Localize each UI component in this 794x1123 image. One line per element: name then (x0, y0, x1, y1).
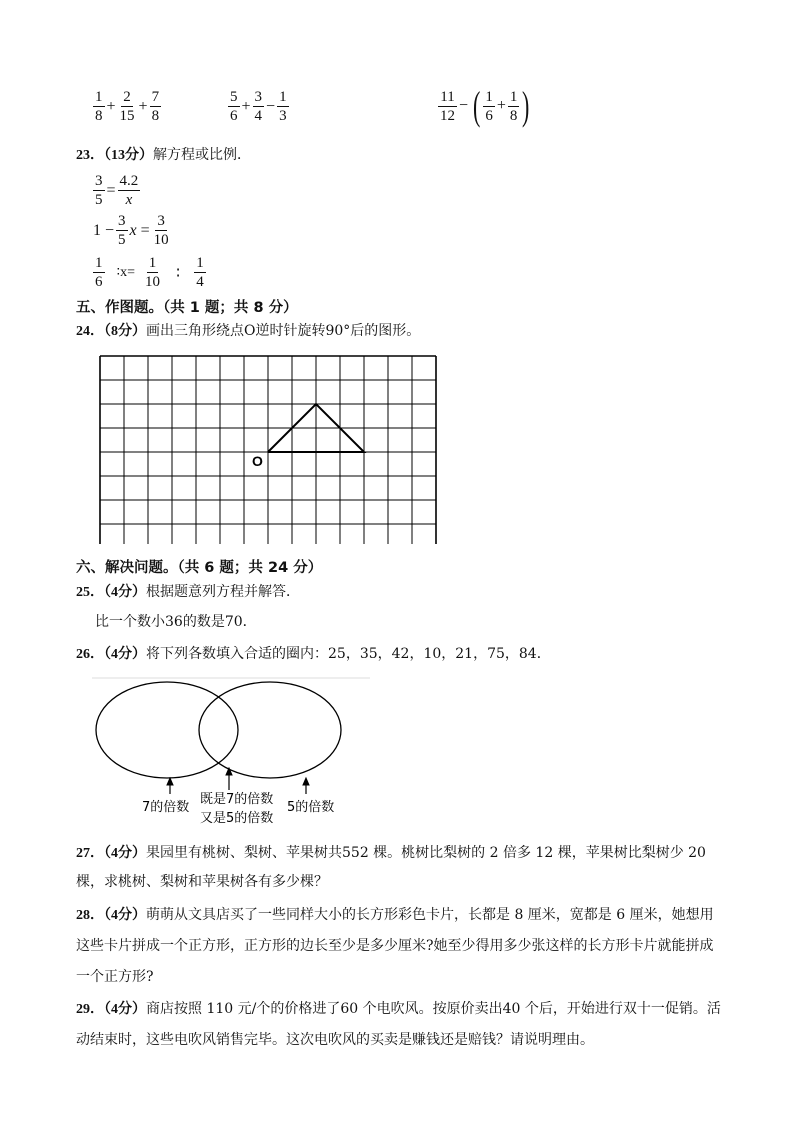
rotation-grid (97, 353, 443, 544)
fraction: $\frac{7}{8}$ (151, 89, 160, 124)
fraction: $\frac{5}{6}$ (230, 89, 238, 124)
question-28-line-3: 一个正方形? (76, 969, 154, 985)
equation-2: 1 − $\frac{3}{5}$ x = $\frac{3}{10}$ (93, 213, 169, 248)
label-both-line-1: 既是7的倍数 (200, 792, 274, 807)
arrow-right (303, 778, 309, 794)
question-29-line-1: 29．（4分）商店按照 110 元/个的价格进了60 个电吹风。按原价卖出40 个后，开始进行双十一促销。活 (76, 1001, 721, 1017)
left-circle (96, 682, 238, 778)
expression-3: $\frac{11}{12}$ − ( $\frac{1}{6}$ + $\frac{1}{8}$ ) (440, 83, 530, 128)
question-24-heading: 24．（8分）画出三角形绕点O逆时针旋转90°后的图形。 (76, 323, 421, 339)
question-28-line-2: 这些卡片拼成一个正方形，正方形的边长至少是多少厘米?她至少得用多少张这样的长方形卡片就能拼成 (76, 938, 714, 954)
question-23-heading: 23．（13分）解方程或比例． (76, 147, 251, 163)
equation-3: $\frac{1}{6}$ ∶x= $\frac{1}{10}$ ∶ $\frac{1}{4}$ (95, 255, 204, 290)
venn-diagram (92, 676, 372, 828)
point-o-label: O (252, 453, 263, 469)
equation-1: $\frac{3}{5}$ = $\frac{4.2}{x}$ (95, 173, 139, 208)
fraction: $\frac{1}{8}$ (95, 89, 103, 124)
grid-lines (100, 356, 436, 544)
question-25-text: 比一个数小36的数是70． (95, 614, 257, 630)
fraction: $\frac{1}{8}$ (509, 88, 518, 124)
expression-1: $\frac{1}{8}$ + $\frac{2}{15}$ + $\frac{7}{8}$ (95, 89, 160, 124)
fraction: $\frac{2}{15}$ (119, 89, 135, 124)
fraction: $\frac{11}{12}$ (440, 88, 455, 124)
question-25-heading: 25．（4分）根据题意列方程并解答． (76, 584, 300, 600)
right-paren: ) (522, 83, 530, 128)
right-circle (199, 682, 341, 778)
label-multiples-of-7: 7的倍数 (142, 800, 190, 815)
section-6-title: 六、解决问题。（共 6 题；共 24 分） (76, 560, 323, 576)
section-5-title: 五、作图题。（共 1 题；共 8 分） (76, 300, 298, 316)
question-27-line-2: 棵，求桃树、梨树和苹果树各有多少棵？ (76, 874, 328, 890)
fraction: $\frac{1}{3}$ (279, 89, 287, 124)
arrow-mid (226, 768, 232, 790)
label-both-line-2: 又是5的倍数 (200, 811, 274, 826)
arrow-left (167, 778, 173, 794)
left-paren: ( (473, 83, 481, 128)
expression-2: $\frac{5}{6}$ + $\frac{3}{4}$ − $\frac{1}{3}$ (230, 89, 287, 124)
question-27-line-1: 27．（4分）果园里有桃树、梨树、苹果树共552 棵。桃树比梨树的 2 倍多 12 棵，苹果树比梨树少 20 (76, 845, 706, 861)
fraction: $\frac{1}{6}$ (485, 88, 493, 124)
fraction: $\frac{3}{4}$ (254, 89, 263, 124)
question-28-line-1: 28．（4分）萌萌从文具店买了一些同样大小的长方形彩色卡片，长都是 8 厘米，宽都是 6 厘米，她想用 (76, 907, 714, 923)
label-multiples-of-5: 5的倍数 (287, 800, 335, 815)
question-26-heading: 26．（4分）将下列各数填入合适的圈内：25，35，42，10，21，75，84． (76, 646, 551, 662)
question-29-line-2: 动结束时，这些电吹风销售完毕。这次电吹风的买卖是赚钱还是赔钱？请说明理由。 (76, 1032, 594, 1048)
